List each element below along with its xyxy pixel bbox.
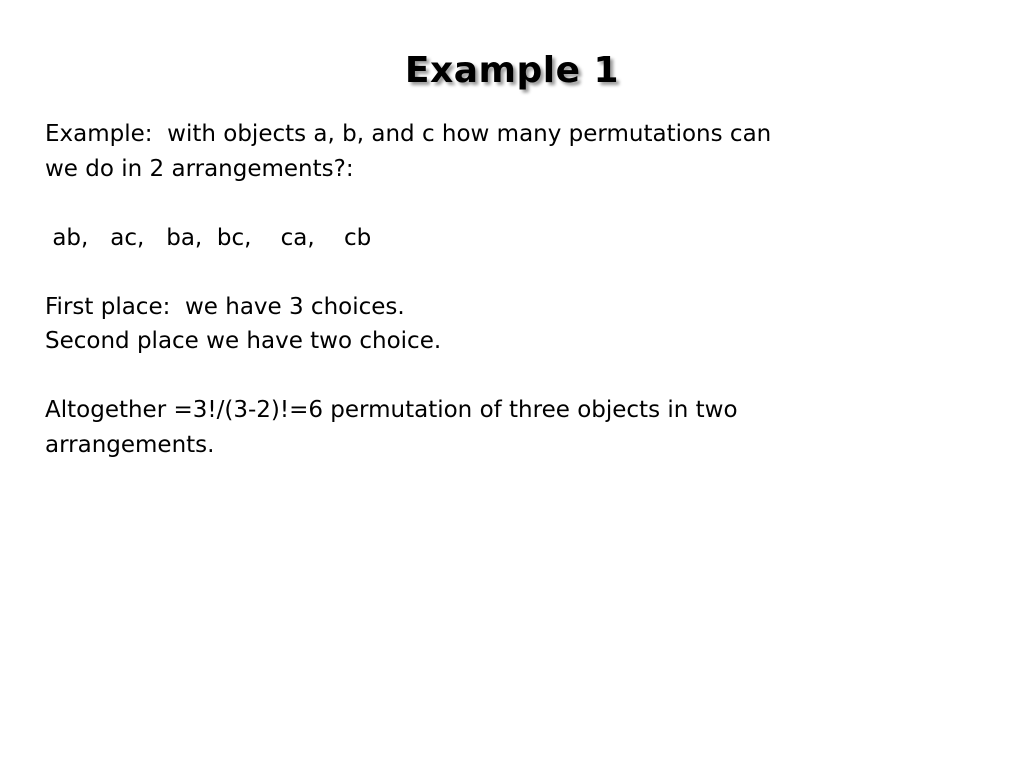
blank-line (45, 255, 885, 290)
question-line-2: we do in 2 arrangements?: (45, 155, 354, 182)
question-line-1: Example: with objects a, b, and c how many permutations can (45, 121, 772, 147)
blank-line (45, 359, 885, 394)
blank-line (45, 186, 885, 221)
altogether-line-1: Altogether =3!/(3-2)!=6 permutation of three objects in two (45, 397, 738, 423)
altogether-line-2: arrangements. (45, 431, 215, 458)
slide-body (45, 117, 885, 462)
arrangements-list: ab, ac, ba, bc, ca, cb (45, 224, 372, 251)
first-place-text: First place: we have 3 choices. (45, 293, 405, 320)
second-place-text: Second place we have two choice. (45, 328, 442, 354)
slide-title: Example 1 (404, 50, 620, 91)
